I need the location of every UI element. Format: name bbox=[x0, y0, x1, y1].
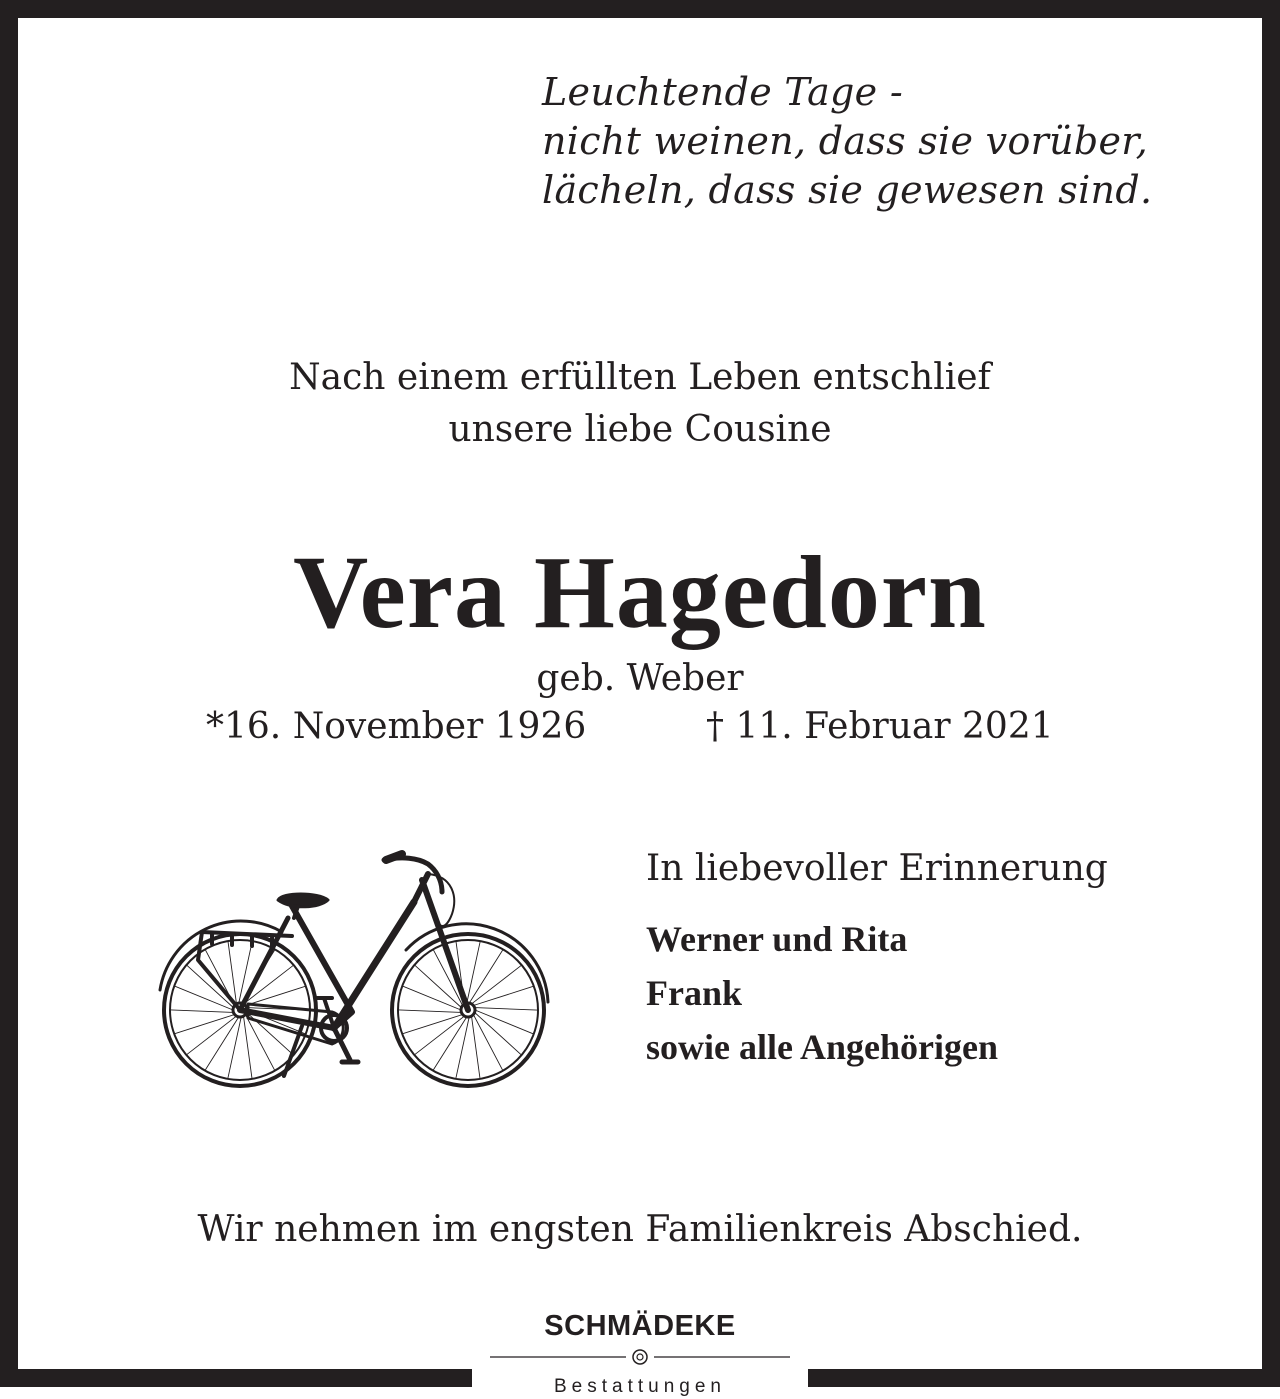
logo-name: SCHMÄDEKE bbox=[544, 1310, 736, 1342]
birth-name: geb. Weber bbox=[536, 658, 744, 699]
intro-text bbox=[0, 352, 1280, 456]
logo-ornament bbox=[488, 1346, 792, 1368]
poem-line: lächeln, dass sie gewesen sind. bbox=[542, 168, 1153, 212]
farewell-text: Wir nehmen im engsten Familienkreis Abschied. bbox=[197, 1209, 1083, 1250]
mourners-list bbox=[646, 912, 998, 1074]
poem bbox=[542, 68, 1152, 215]
logo-subtitle: Bestattungen bbox=[554, 1376, 726, 1397]
deceased-name: Vera Hagedorn bbox=[293, 535, 987, 650]
memory-intro: In liebevoller Erinnerung bbox=[646, 848, 1108, 889]
mourner-line: sowie alle Angehörigen bbox=[646, 1027, 998, 1067]
mourner-line: Werner und Rita bbox=[646, 919, 908, 959]
intro-line: unsere liebe Cousine bbox=[448, 409, 832, 450]
mourner-line: Frank bbox=[646, 973, 743, 1013]
death-date: † 11. Februar 2021 bbox=[706, 706, 1054, 747]
funeral-home-logo bbox=[472, 1306, 808, 1399]
poem-line: Leuchtende Tage - bbox=[542, 70, 903, 114]
border-bottom-right bbox=[808, 1369, 1280, 1387]
bicycle-icon bbox=[152, 840, 552, 1100]
poem-line: nicht weinen, dass sie vorüber, bbox=[542, 119, 1148, 163]
border-bottom-left bbox=[0, 1369, 472, 1387]
birth-date: *16. November 1926 bbox=[206, 706, 587, 747]
border-top bbox=[0, 0, 1280, 18]
intro-line: Nach einem erfüllten Leben entschlief bbox=[289, 357, 991, 398]
